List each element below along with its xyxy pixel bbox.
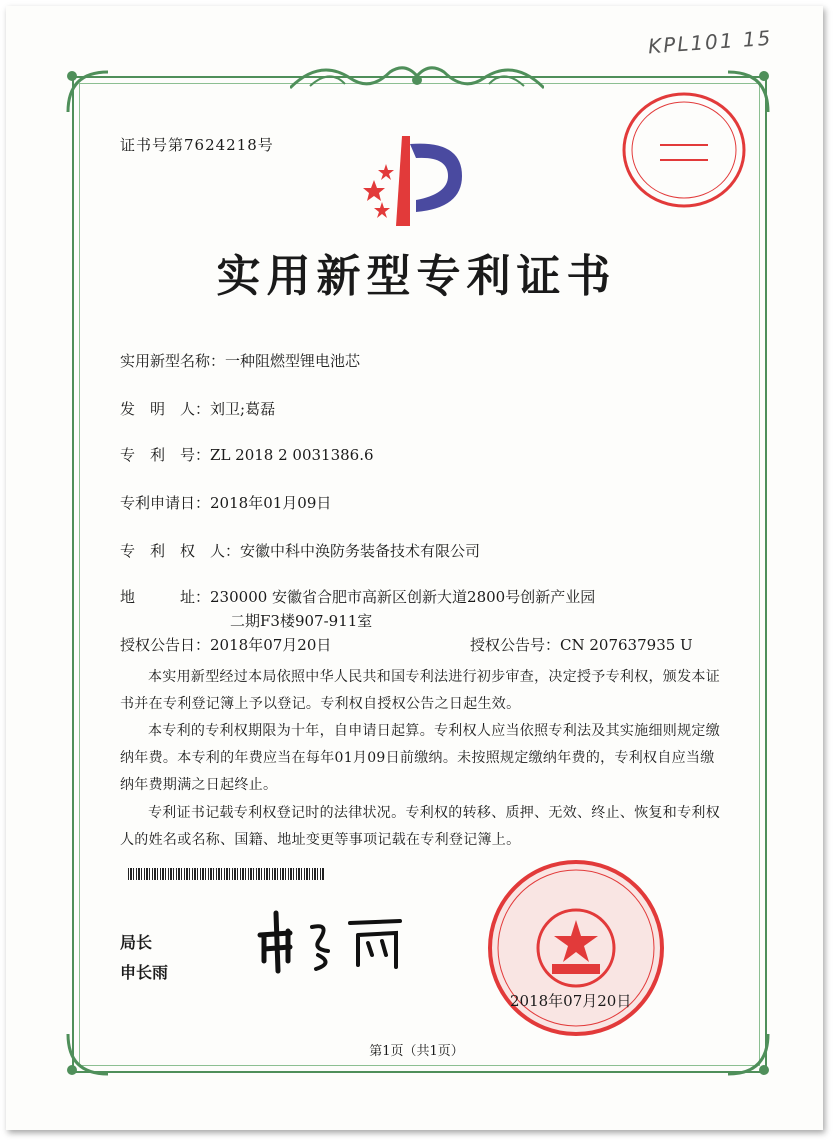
patent-office-logo bbox=[352, 130, 472, 230]
field-grant-number bbox=[470, 634, 693, 655]
field-label: 授权公告日： bbox=[120, 636, 211, 654]
field-label: 授权公告号： bbox=[470, 636, 561, 654]
signature bbox=[250, 905, 420, 975]
field-grant-date bbox=[120, 634, 331, 655]
field-address bbox=[120, 586, 595, 607]
agency-stamp bbox=[620, 90, 748, 210]
top-ornament bbox=[290, 58, 544, 98]
field-value: 刘卫;葛磊 bbox=[210, 400, 276, 418]
field-patent-number bbox=[120, 444, 374, 465]
paragraph: 本实用新型经过本局依照中华人民共和国专利法进行初步审查，决定授予专利权，颁发本证书并在专利登记簿上予以登记。专利权自授权公告之日起生效。 bbox=[120, 669, 720, 712]
director-name: 申长雨 bbox=[120, 963, 169, 982]
seal-date: 2018年07月20日 bbox=[510, 992, 632, 1010]
field-utility-name bbox=[120, 350, 360, 371]
director-title: 局长 bbox=[120, 933, 153, 952]
field-label: 实用新型名称： bbox=[120, 352, 226, 370]
field-label: 专 利 号： bbox=[120, 446, 211, 464]
certificate-number: 证书号第7624218号 bbox=[120, 136, 274, 154]
field-value: 一种阻燃型锂电池芯 bbox=[225, 352, 361, 370]
field-patentee bbox=[120, 540, 480, 561]
field-value: 2018年01月09日 bbox=[210, 494, 332, 512]
page-title: 实用新型专利证书 bbox=[216, 251, 617, 302]
field-label: 发 明 人： bbox=[120, 400, 211, 418]
field-value: 2018年07月20日 bbox=[210, 636, 332, 654]
corner-ornament bbox=[58, 62, 118, 122]
field-address-line2: 二期F3楼907-911室 bbox=[230, 612, 373, 630]
barcode bbox=[128, 868, 324, 880]
field-label: 专 利 权 人： bbox=[120, 542, 241, 560]
paragraph: 专利证书记载专利权登记时的法律状况。专利权的转移、质押、无效、终止、恢复和专利权人的姓名或名称、国籍、地址变更等事项记载在专利登记簿上。 bbox=[120, 805, 720, 848]
page-footer: 第1页（共1页） bbox=[369, 1044, 464, 1059]
official-seal bbox=[486, 858, 666, 1038]
field-application-date bbox=[120, 492, 331, 513]
field-label: 专利申请日： bbox=[120, 494, 211, 512]
paragraph: 本专利的专利权期限为十年，自申请日起算。专利权人应当依照专利法及其实施细则规定缴纳年费。本专利的年费应当在每年01月09日前缴纳。未按照规定缴纳年费的，专利权自应当缴纳年费期满之日起终止。 bbox=[120, 723, 720, 793]
field-inventor bbox=[120, 398, 275, 419]
field-value: ZL 2018 2 0031386.6 bbox=[210, 446, 374, 464]
field-value: CN 207637935 U bbox=[560, 636, 693, 654]
handwritten-note: KPL101 15 bbox=[647, 25, 773, 59]
field-value: 安徽中科中涣防务装备技术有限公司 bbox=[240, 542, 481, 560]
field-label: 地 址： bbox=[120, 588, 211, 606]
field-value: 230000 安徽省合肥市高新区创新大道2800号创新产业园 bbox=[210, 588, 596, 606]
